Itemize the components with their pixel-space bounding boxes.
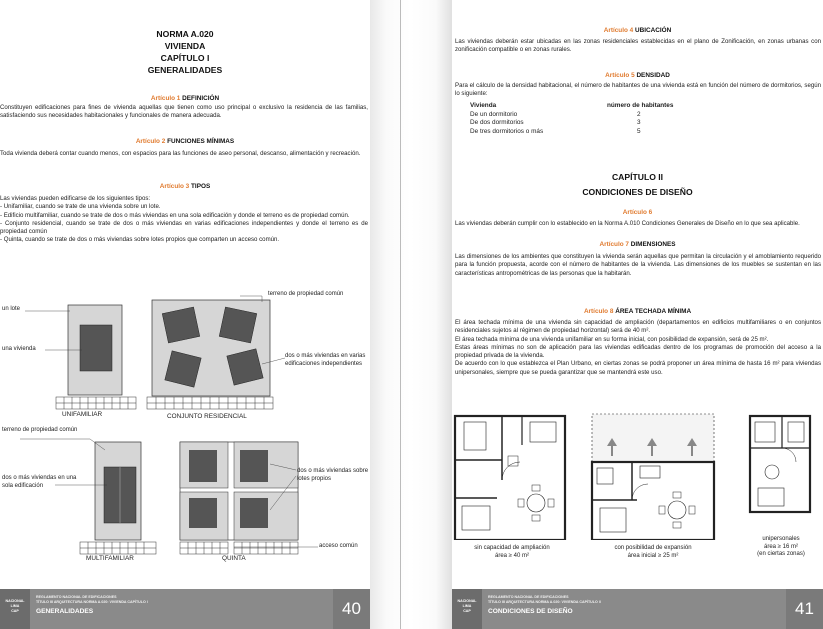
text-line: El área techada mínima de una vivienda sin capacidad de ampliación (departamentos en edificios multifamiliares o en conjuntos residenciales sujetos al régimen de propiedad horizontal) será de 40 m². [455, 319, 821, 335]
table-cell: 3 [637, 119, 641, 127]
publisher-logo [452, 589, 482, 629]
article-heading [452, 209, 823, 216]
article-number: Artículo 5 [605, 72, 635, 79]
footer-section: CONDICIONES DE DISEÑO [488, 608, 573, 615]
page-number: 41 [786, 589, 823, 629]
article-heading [0, 95, 370, 102]
caption-quinta: QUINTA [222, 555, 246, 562]
label-dos-varias: dos o más viviendas en varias edificaciones independientes [285, 353, 366, 367]
article-number: Artículo 2 [135, 138, 166, 145]
text-line: De acuerdo con lo que establezca el Plan Urbano, en ciertas zonas se podrá proponer un área mínima de hasta 16 m² para viviendas unipersonales, siempre que se pueda garantizar que se mantendrá este uso. [455, 360, 821, 376]
article-heading [452, 308, 823, 315]
article-number: Artículo 7 [599, 241, 629, 248]
text-line: - Edificio multifamiliar, cuando se trate de dos o más viviendas en una sola edificación y donde el terreno es de propiedad común. [0, 211, 350, 219]
caption-line: área inicial ≥ 25 m² [627, 552, 679, 559]
article-text: Las viviendas deberán estar ubicadas en las zonas residenciales establecidas en el plano de Zonificación, en zonas urbanas con zonificación compatible o en zonas rurales. [455, 38, 821, 54]
footer-meta-line: REGLAMENTO NACIONAL DE EDIFICACIONES [488, 595, 569, 599]
plan-caption [462, 545, 562, 560]
caption-line: unipersonales [762, 536, 800, 542]
text-line: Las viviendas pueden edificarse de los siguientes tipos: [0, 195, 151, 202]
article-name: TIPOS [191, 183, 211, 190]
caption-line: (en ciertas zonas) [757, 551, 805, 558]
article-name: ÁREA TECHADA MÍNIMA [615, 308, 692, 315]
left-page [0, 0, 370, 629]
article-heading [452, 241, 823, 248]
article-text: Toda vivienda deberá contar cuando menos, con espacios para las funciones de aseo personal, descanso, alimentación y recreación. [0, 150, 361, 157]
plan-sin-ampliacion [455, 416, 565, 540]
plan-unipersonal [750, 416, 810, 512]
label-dos-sola: dos o más viviendas en una sola edificación [2, 475, 77, 489]
logo-text: LIMA [462, 604, 472, 608]
right-page [452, 0, 823, 629]
multifamiliar-figure [20, 439, 156, 554]
density-table [470, 102, 673, 136]
label-acceso: acceso común [319, 543, 358, 549]
table-header: número de habitantes [607, 102, 674, 109]
article-name: DEFINICIÓN [182, 95, 220, 102]
table-cell: 2 [637, 110, 641, 118]
table-cell: De un dormitorio [470, 110, 518, 118]
caption-line: sin capacidad de ampliación [474, 545, 550, 551]
text-line: Estas áreas mínimas no son de aplicación para las viviendas edificadas dentro de los programas de promoción del acceso a la propiedad privada de la vivienda. [455, 343, 821, 360]
text-line: - Unifamiliar, cuando se trate de una vivienda sobre un lote. [0, 203, 161, 211]
conjunto-figure [147, 296, 285, 409]
article-heading [0, 138, 370, 145]
caption-conjunto: CONJUNTO RESIDENCIAL [167, 413, 247, 420]
article-text: Las dimensiones de los ambientes que constituyen la vivienda serán aquellas que permitan la circulación y el amoblamiento requerido para la función propuesta, acorde con el número de habitantes de la vivienda. Las dimensiones de los muebles se sustentan en las características antropométricas de las personas que la habitarán. [455, 253, 821, 277]
article-heading [452, 27, 823, 34]
title-line: CONDICIONES DE DISEÑO [582, 187, 693, 197]
table-row [470, 119, 673, 128]
logo-text: CAP [11, 609, 19, 613]
title-line: VIVIENDA [164, 41, 206, 51]
logo-text: NACIONAL [5, 599, 25, 603]
logo-text: NACIONAL [457, 599, 477, 603]
title-line: NORMA A.020 [156, 29, 214, 39]
article-text [0, 195, 368, 245]
article-text [455, 319, 821, 377]
logo-text: LIMA [10, 604, 20, 608]
book-gutter [370, 0, 452, 629]
article-name: DENSIDAD [636, 72, 670, 79]
table-header: Vivienda [470, 102, 497, 109]
footer-meta-line: TÍTULO III ARQUITECTURA NORMA A.020: VIVIENDA CAPÍTULO II [488, 600, 601, 604]
plan-caption [742, 536, 820, 559]
table-cell: De tres dormitorios o más [470, 127, 544, 135]
gutter-fold [400, 0, 401, 629]
table-cell: 5 [637, 127, 641, 135]
article-text: Constituyen edificaciones para fines de vivienda aquellas que tienen como uso principal o exclusivo la residencia de las familias, satisfaciendo sus necesidades habitacionales y funcionales de manera adecuada. [0, 104, 368, 120]
label-terreno-comun: terreno de propiedad común [268, 291, 344, 297]
plan-con-expansion [592, 414, 714, 540]
chapter-title [0, 28, 370, 76]
table-row [470, 128, 673, 137]
floor-plans [452, 410, 823, 540]
publisher-logo [0, 589, 30, 629]
page-number: 40 [333, 589, 370, 629]
text-line: - Conjunto residencial, cuando se trate de dos o más viviendas en varias edificaciones independientes y donde el terreno es de propiedad común [0, 219, 368, 236]
title-line: GENERALIDADES [147, 65, 223, 75]
logo-text: CAP [463, 609, 471, 613]
text-line: El área techada mínima de una vivienda unifamiliar en su forma inicial, con posibilidad de expansión, será de 25 m². [455, 335, 769, 343]
article-name: FUNCIONES MÍNIMAS [167, 138, 235, 145]
text-line: - Quinta, cuando se trate de dos o más viviendas sobre lotes propios que comparten un acceso común. [0, 236, 280, 244]
article-number: Artículo 6 [622, 209, 653, 216]
title-line: CAPÍTULO II [611, 172, 664, 182]
unifamiliar-figure [25, 305, 136, 409]
label-una-vivienda: una vivienda [2, 346, 36, 352]
article-name: DIMENSIONES [630, 241, 676, 248]
plan-caption [596, 545, 710, 560]
table-header-row [470, 102, 673, 111]
table-cell: De dos dormitorios [470, 119, 524, 127]
page-footer [452, 589, 823, 629]
caption-multifamiliar: MULTIFAMILIAR [86, 555, 134, 562]
quinta-figure [180, 442, 318, 554]
article-name: UBICACIÓN [635, 27, 672, 34]
label-dos-lotes: dos o más viviendas sobre lotes propios [297, 468, 369, 482]
article-number: Artículo 8 [583, 308, 614, 315]
article-heading [0, 183, 370, 190]
footer-meta [488, 595, 601, 605]
title-line: CAPÍTULO I [160, 53, 210, 63]
article-text: Las viviendas deberán cumplir con lo establecido en la Norma A.010 Condiciones Generales de Diseño en lo que sea aplicable. [455, 220, 800, 227]
article-number: Artículo 1 [150, 95, 181, 102]
article-number: Artículo 3 [159, 183, 190, 190]
label-terreno-comun-2: terreno de propiedad común [2, 427, 78, 433]
label-un-lote: un lote [2, 306, 21, 312]
caption-line: área ≥ 16 m² [764, 543, 798, 550]
footer-meta-line: TÍTULO III ARQUITECTURA NORMA A.020: VIVIENDA CAPÍTULO I [36, 600, 148, 604]
chapter-title [452, 171, 823, 198]
article-text: Para el cálculo de la densidad habitacional, el número de habitantes de una vivienda está en función del número de dormitorios, según lo siguiente: [455, 82, 821, 98]
footer-section: GENERALIDADES [36, 608, 94, 615]
caption-line: área ≥ 40 m² [495, 552, 529, 559]
footer-meta-line: REGLAMENTO NACIONAL DE EDIFICACIONES [36, 595, 117, 599]
caption-line: con posibilidad de expansión [614, 545, 692, 551]
page-footer [0, 589, 370, 629]
article-number: Artículo 4 [603, 27, 634, 34]
footer-meta [36, 595, 148, 605]
article-heading [452, 72, 823, 79]
table-row [470, 111, 673, 120]
caption-unifamiliar: UNIFAMILIAR [62, 411, 103, 418]
